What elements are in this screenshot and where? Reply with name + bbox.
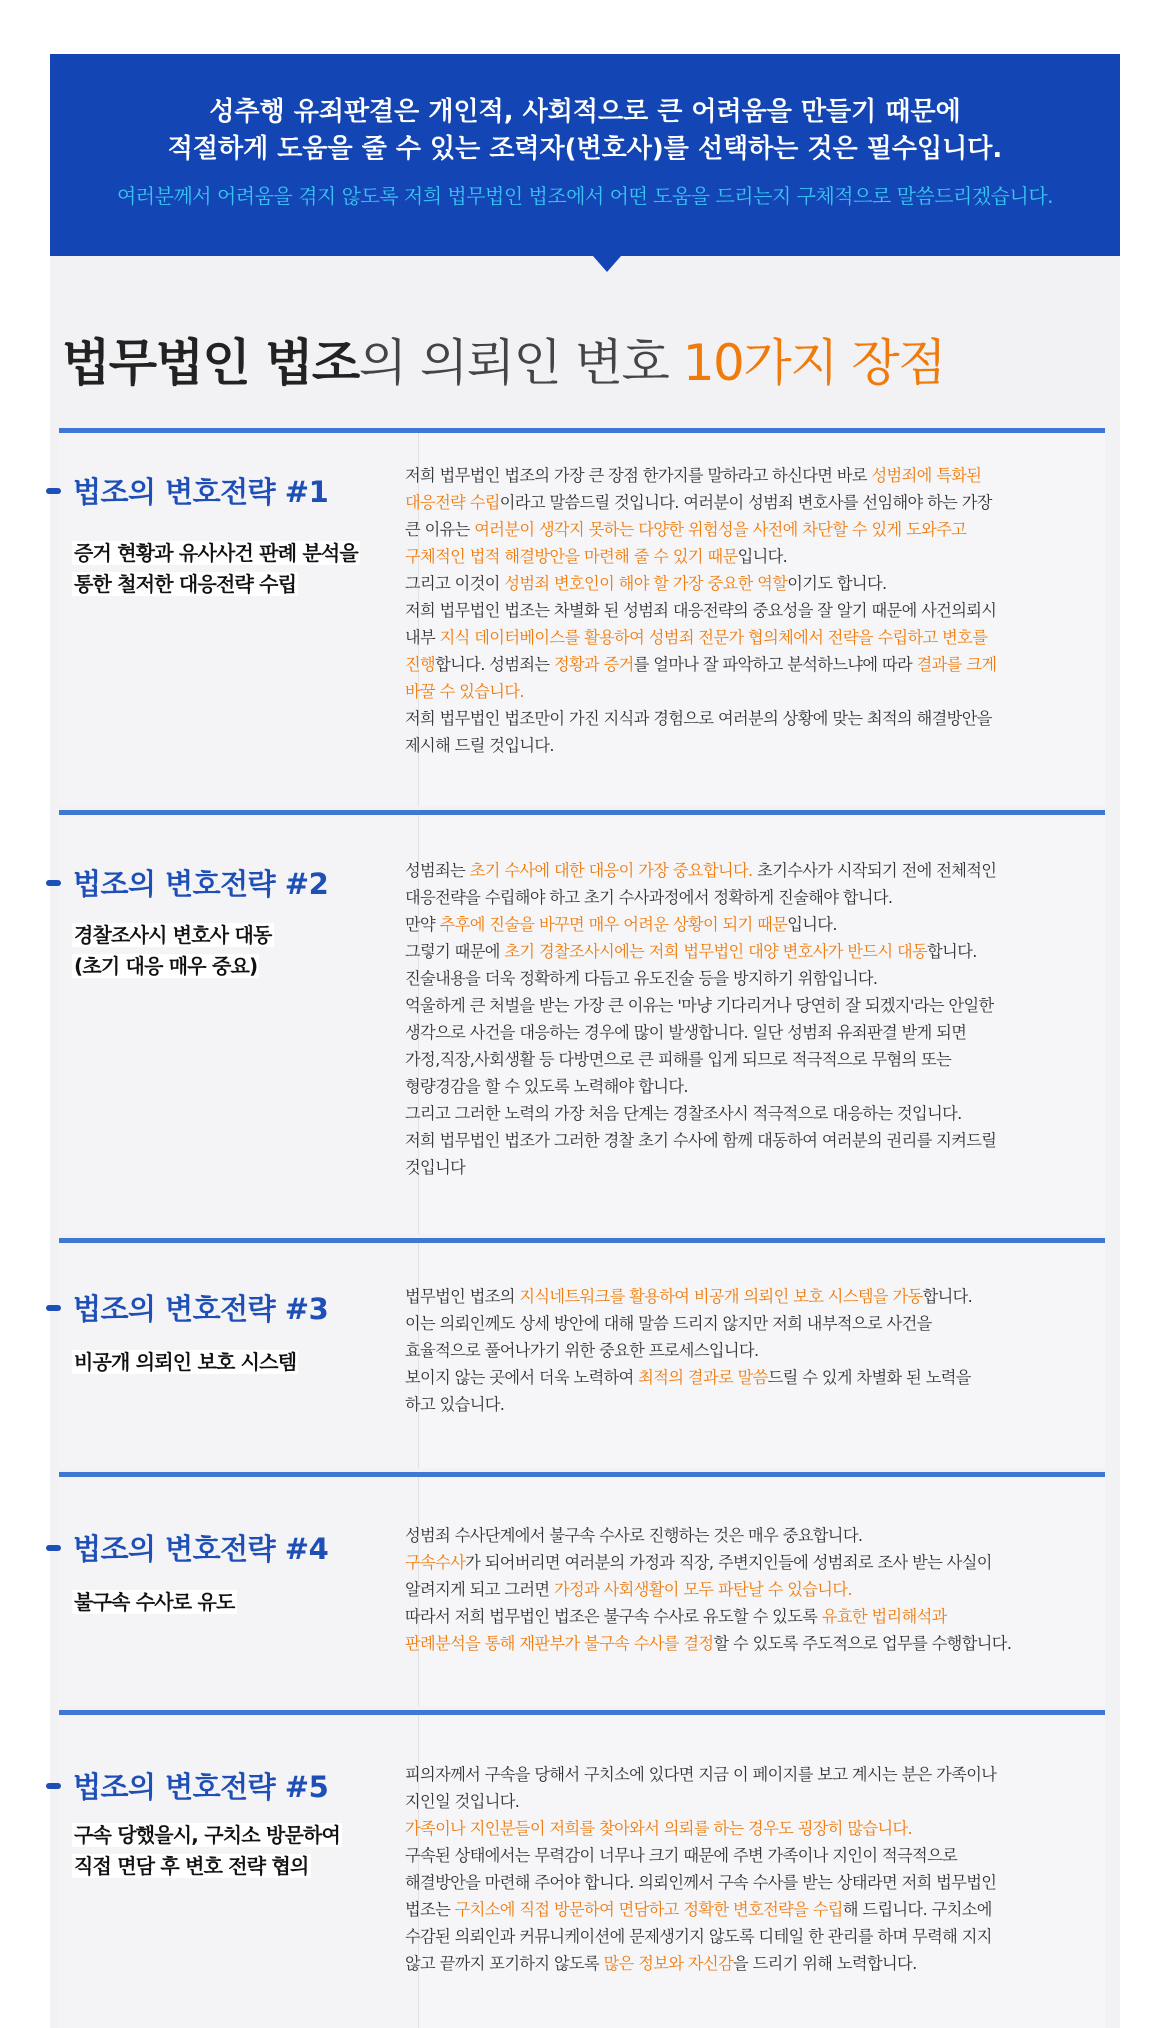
body-text: 할 수 있도록 주도적으로 업무를 수행합니다. (713, 1634, 1012, 1653)
highlight-text: 많은 정보와 자신감 (603, 1954, 734, 1973)
body-line (405, 1100, 1017, 1127)
body-text: 입니다. (737, 547, 788, 566)
body-text: 저희 법무법인 법조의 가장 큰 장점 한가지를 말하라고 하신다면 바로 (405, 466, 872, 485)
body-text: 가정,직장,사회생활 등 다방면으로 큰 피해를 입게 되므로 적극적으로 무혐의 또는 (405, 1050, 952, 1069)
highlight-text: 판례분석을 통해 재판부가 불구속 수사를 결정 (405, 1634, 714, 1653)
body-line (405, 1576, 1017, 1603)
body-text: 않고 끝까지 포기하지 않도록 (405, 1954, 604, 1973)
body-text: 초기수사가 시작되기 전에 전체적인 (752, 861, 997, 880)
banner-arrow-icon (593, 256, 621, 272)
body-text: 그리고 그러한 노력의 가장 처음 단계는 경찰조사시 적극적으로 대응하는 것입니다. (405, 1104, 962, 1123)
body-text: 이라고 말씀드릴 것입니다. 여러분이 성범죄 변호사를 선임해야 하는 가장 (499, 493, 992, 512)
body-line (405, 1046, 1017, 1073)
section-title-5: 법조의 변호전략 #5 (46, 1765, 328, 1806)
body-line (405, 857, 1017, 884)
body-text: 보이지 않는 곳에서 더욱 노력하여 (405, 1368, 639, 1387)
body-line (405, 1923, 1017, 1950)
body-line (405, 1391, 1017, 1418)
highlight-text: 구치소에 직접 방문하여 면담하고 정확한 변호전략을 수립 (454, 1900, 843, 1919)
body-text: 제시해 드릴 것입니다. (405, 736, 554, 755)
highlight-text: 대응전략 수립 (405, 493, 500, 512)
body-line (405, 1364, 1017, 1391)
highlight-text: 구체적인 법적 해결방안을 마련해 줄 수 있기 때문 (405, 547, 738, 566)
highlight-text: 유효한 법리해석과 (821, 1607, 947, 1626)
dash-icon (46, 1305, 61, 1311)
section-body-5 (405, 1761, 1017, 1977)
body-text: 을 드리기 위해 노력합니다. (733, 1954, 917, 1973)
highlight-text: 성범죄 변호인이 해야 할 가장 중요한 역할 (504, 574, 788, 593)
body-line (405, 1073, 1017, 1100)
body-text: 해결방안을 마련해 주어야 합니다. 의뢰인께서 구속 수사를 받는 상태라면 저희 법무법인 (405, 1873, 997, 1892)
highlight-text: 여러분이 생각지 못하는 다양한 위험성을 사전에 차단할 수 있게 도와주고 (474, 520, 967, 539)
body-line (405, 462, 1017, 489)
body-line (405, 624, 1017, 651)
body-text: 형량경감을 할 수 있도록 노력해야 합니다. (405, 1077, 688, 1096)
highlight-text: 초기 경찰조사시에는 저희 법무법인 대양 변호사가 반드시 대동 (504, 942, 928, 961)
page-title-highlight: 10가지 장점 (682, 334, 945, 392)
body-text: 효율적으로 풀어나가기 위한 중요한 프로세스입니다. (405, 1341, 759, 1360)
body-text: 그렇기 때문에 (405, 942, 505, 961)
body-text: 성범죄 수사단계에서 불구속 수사로 진행하는 것은 매우 중요합니다. (405, 1526, 863, 1545)
body-line (405, 911, 1017, 938)
body-text: 법무법인 법조의 (405, 1287, 520, 1306)
section-subtitle-4: 불구속 수사로 유도 (74, 1590, 235, 1614)
body-text: 생각으로 사건을 대응하는 경우에 많이 발생합니다. 일단 성범죄 유죄판결 받게 되면 (405, 1023, 967, 1042)
body-line (405, 1950, 1017, 1977)
page-title-middle: 의 의뢰인 변호 (358, 334, 683, 392)
body-text: 진술내용을 더욱 정확하게 다듬고 유도진술 등을 방지하기 위함입니다. (405, 969, 878, 988)
body-text: 이기도 합니다. (787, 574, 887, 593)
body-text: 합니다. 성범죄는 (435, 655, 554, 674)
section-subtitle-3: 비공개 의뢰인 보호 시스템 (74, 1350, 297, 1374)
body-line (405, 1603, 1017, 1630)
section-subtitle-1: 증거 현황과 유사사건 판례 분석을 통한 철저한 대응전략 수립 (74, 541, 358, 596)
body-text: 내부 (405, 628, 440, 647)
body-line (405, 678, 1017, 705)
body-line (405, 992, 1017, 1019)
body-text: 이는 의뢰인께도 상세 방안에 대해 말씀 드리지 않지만 저희 내부적으로 사건을 (405, 1314, 932, 1333)
section-subtitle-2: 경찰조사시 변호사 대동 (초기 대응 매우 중요) (74, 923, 272, 978)
body-line (405, 732, 1017, 759)
body-text: 성범죄는 (405, 861, 470, 880)
highlight-text: 지식 데이터베이스를 활용하여 성범죄 전문가 협의체에서 전략을 수립하고 변호를 (439, 628, 988, 647)
intro-banner (50, 54, 1120, 256)
section-body-1 (405, 462, 1017, 759)
body-line (405, 884, 1017, 911)
banner-line-1: 성추행 유죄판결은 개인적, 사회적으로 큰 어려움을 만들기 때문에 (209, 97, 961, 127)
highlight-text: 가정과 사회생활이 모두 파탄날 수 있습니다. (553, 1580, 852, 1599)
body-text: 따라서 저희 법무법인 법조은 불구속 수사로 유도할 수 있도록 (405, 1607, 822, 1626)
section-body-2 (405, 857, 1017, 1181)
body-line (405, 570, 1017, 597)
highlight-text: 추후에 진술을 바꾸면 매우 어려운 상황이 되기 때문 (439, 915, 788, 934)
body-text: 저희 법무법인 법조만이 가진 지식과 경험으로 여러분의 상황에 맞는 최적의 해결방안을 (405, 709, 992, 728)
highlight-text: 지식네트워크를 활용하여 비공개 의뢰인 보호 시스템을 가동 (519, 1287, 923, 1306)
highlight-text: 구속수사 (405, 1553, 466, 1572)
body-line (405, 543, 1017, 570)
body-text: 그리고 이것이 (405, 574, 505, 593)
body-line (405, 1788, 1017, 1815)
body-text: 드릴 수 있게 차별화 된 노력을 (767, 1368, 971, 1387)
body-text: 구속된 상태에서는 무력감이 너무나 크기 때문에 주변 가족이나 지인이 적극적으로 (405, 1846, 958, 1865)
body-line (405, 489, 1017, 516)
highlight-text: 정황과 증거 (553, 655, 634, 674)
body-line (405, 516, 1017, 543)
body-text: 합니다. (927, 942, 977, 961)
highlight-text: 성범죄에 특화된 (871, 466, 982, 485)
highlight-text: 가족이나 지인분들이 저희를 찾아와서 의뢰를 하는 경우도 굉장히 많습니다. (405, 1819, 913, 1838)
banner-line-2: 적절하게 도움을 줄 수 있는 조력자(변호사)를 선택하는 것은 필수입니다. (167, 134, 1003, 164)
dash-icon (46, 1783, 61, 1789)
body-text: 것입니다 (405, 1158, 466, 1177)
body-line (405, 965, 1017, 992)
section-title-4: 법조의 변호전략 #4 (46, 1527, 328, 1568)
body-line (405, 938, 1017, 965)
body-line (405, 1127, 1017, 1154)
body-text: 가 되어버리면 여러분의 가정과 직장, 주변지인들에 성범죄로 조사 받는 사실이 (465, 1553, 992, 1572)
body-text: 피의자께서 구속을 당해서 구치소에 있다면 지금 이 페이지를 보고 계시는 분은 가족이나 (405, 1765, 997, 1784)
highlight-text: 최적의 결과로 말씀 (638, 1368, 768, 1387)
body-text: 대응전략을 수립해야 하고 초기 수사과정에서 정확하게 진술해야 합니다. (405, 888, 893, 907)
body-text: 저희 법무법인 법조는 차별화 된 성범죄 대응전략의 중요성을 잘 알기 때문에 사건의뢰시 (405, 601, 997, 620)
body-line (405, 1761, 1017, 1788)
dash-icon (46, 880, 61, 886)
section-title-3: 법조의 변호전략 #3 (46, 1287, 328, 1328)
body-line (405, 597, 1017, 624)
body-line (405, 1310, 1017, 1337)
body-line (405, 1283, 1017, 1310)
section-title-2: 법조의 변호전략 #2 (46, 862, 328, 903)
body-line (405, 1522, 1017, 1549)
body-line (405, 1896, 1017, 1923)
body-text: 를 얼마나 잘 파악하고 분석하느냐에 따라 (633, 655, 917, 674)
highlight-text: 진행 (405, 655, 436, 674)
body-line (405, 1019, 1017, 1046)
body-text: 합니다. (922, 1287, 973, 1306)
body-line (405, 1869, 1017, 1896)
body-line (405, 1630, 1017, 1657)
body-text: 입니다. (787, 915, 837, 934)
body-text: 만약 (405, 915, 440, 934)
body-text: 큰 이유는 (405, 520, 475, 539)
page-title (62, 328, 945, 398)
body-text: 저희 법무법인 법조가 그러한 경찰 초기 수사에 함께 대동하여 여러분의 권리를 지켜드릴 (405, 1131, 997, 1150)
body-line (405, 1154, 1017, 1181)
body-text: 수감된 의뢰인과 커뮤니케이션에 문제생기지 않도록 디테일 한 관리를 하며 무력해 지지 (405, 1927, 992, 1946)
body-text: 법조는 (405, 1900, 455, 1919)
banner-line-3: 여러분께서 어려움을 겪지 않도록 저희 법무법인 법조에서 어떤 도움을 드리는지 구체적으로 말씀드리겠습니다. (116, 184, 1053, 208)
body-text: 억울하게 큰 처벌을 받는 가장 큰 이유는 '마냥 기다리거나 당연히 잘 되겠지'라는 안일한 (405, 996, 994, 1015)
body-line (405, 1337, 1017, 1364)
section-body-3 (405, 1283, 1017, 1418)
section-body-4 (405, 1522, 1017, 1657)
body-text: 지인일 것입니다. (405, 1792, 520, 1811)
page-title-firm: 법무법인 법조 (62, 334, 359, 392)
body-text: 알려지게 되고 그러면 (405, 1580, 554, 1599)
highlight-text: 결과를 크게 (916, 655, 997, 674)
dash-icon (46, 488, 61, 494)
body-line (405, 1549, 1017, 1576)
highlight-text: 바꿀 수 있습니다. (405, 682, 524, 701)
dash-icon (46, 1545, 61, 1551)
body-line (405, 1842, 1017, 1869)
body-line (405, 705, 1017, 732)
highlight-text: 초기 수사에 대한 대응이 가장 중요합니다. (469, 861, 753, 880)
body-text: 하고 있습니다. (405, 1395, 505, 1414)
body-line (405, 651, 1017, 678)
section-title-1: 법조의 변호전략 #1 (46, 470, 328, 511)
body-text: 해 드립니다. 구치소에 (842, 1900, 992, 1919)
section-subtitle-5: 구속 당했을시, 구치소 방문하여 직접 면담 후 변호 전략 협의 (74, 1823, 341, 1878)
body-line (405, 1815, 1017, 1842)
